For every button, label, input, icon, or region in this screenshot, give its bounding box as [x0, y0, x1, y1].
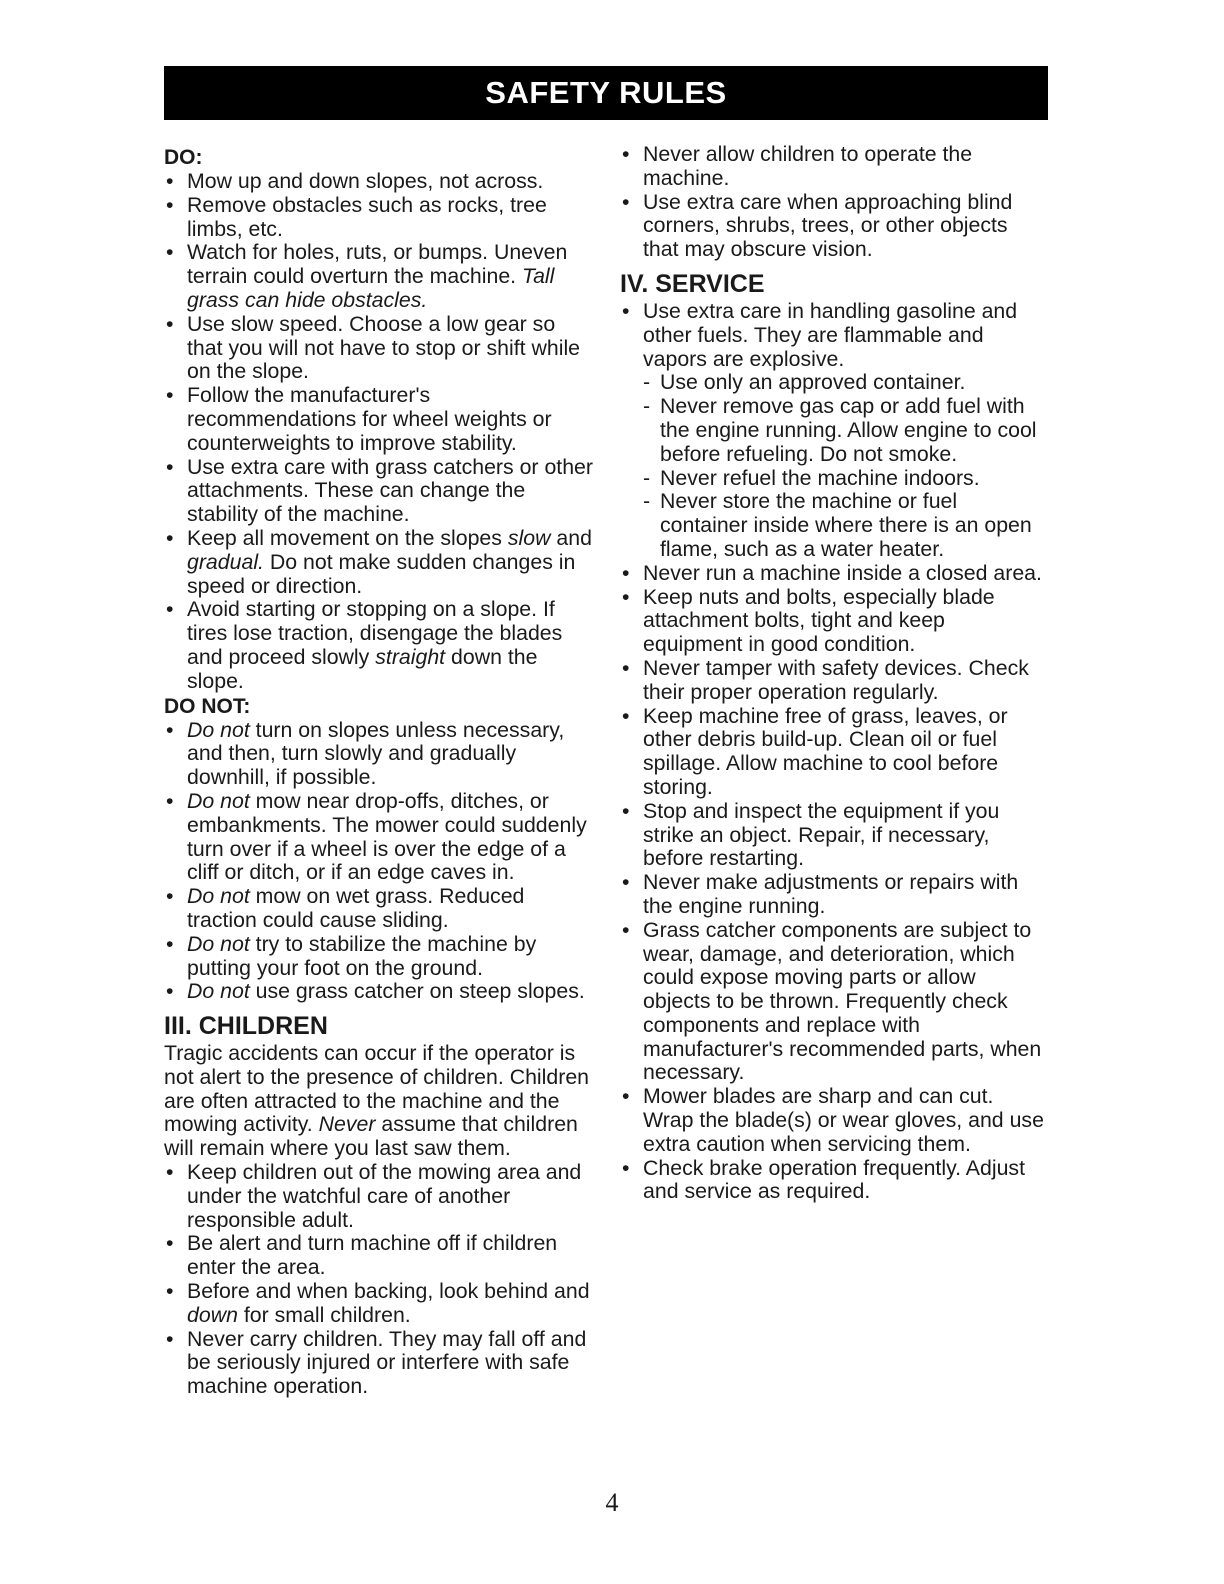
fuel-sublist: [643, 371, 1048, 561]
page-title: SAFETY RULES: [164, 66, 1048, 120]
children-item: • Before and when backing, look behind and down for small children.: [164, 1280, 596, 1328]
service-item: • Grass catcher components are subject to wear, damage, and deterioration, which could expose moving parts or allow objects to be thrown. Frequently check components and replace with manufacturer's recommended parts, when necessary.: [620, 919, 1048, 1086]
do-item: • Use extra care with grass catchers or other attachments. These can change the stability of the machine.: [164, 456, 596, 527]
do-not-item: • Do not turn on slopes unless necessary, and then, turn slowly and gradually downhill, if possible.: [164, 719, 596, 790]
service-list: [620, 300, 1048, 1204]
do-not-list: [164, 719, 596, 1005]
do-not-label: DO NOT:: [164, 694, 251, 718]
fuel-subitem: - Never refuel the machine indoors.: [643, 467, 1048, 491]
service-item: • Use extra care in handling gasoline and other fuels. They are flammable and vapors are explosive. - Use only an approved container. - Never remove gas cap or add fuel with the engine running. Allow engine to cool before refueling. Do not smoke. - Never refuel the machine indoors. - Never store the machine or fuel container inside where there is an open flame, such as a water heater.: [620, 300, 1048, 562]
children-item: • Never allow children to operate the machine.: [620, 143, 1048, 191]
children-list-continued: [620, 143, 1048, 262]
do-item: • Keep all movement on the slopes slow and gradual. Do not make sudden changes in speed or direction.: [164, 527, 596, 598]
do-item: • Avoid starting or stopping on a slope. If tires lose traction, disengage the blades and proceed slowly straight down the slope.: [164, 598, 596, 693]
do-not-item: • Do not mow on wet grass. Reduced traction could cause sliding.: [164, 885, 596, 933]
service-item: • Keep nuts and bolts, especially blade attachment bolts, tight and keep equipment in good condition.: [620, 586, 1048, 657]
service-item: • Never make adjustments or repairs with the engine running.: [620, 871, 1048, 919]
service-item: • Check brake operation frequently. Adjust and service as required.: [620, 1157, 1048, 1205]
do-item: • Follow the manufacturer's recommendations for wheel weights or counterweights to improve stability.: [164, 384, 596, 455]
children-heading: III. CHILDREN: [164, 1012, 328, 1041]
service-item: • Mower blades are sharp and can cut. Wrap the blade(s) or wear gloves, and use extra caution when servicing them.: [620, 1085, 1048, 1156]
service-item: • Never run a machine inside a closed area.: [620, 562, 1048, 586]
fuel-subitem: - Never store the machine or fuel container inside where there is an open flame, such as a water heater.: [643, 490, 1048, 561]
children-item: • Be alert and turn machine off if children enter the area.: [164, 1232, 596, 1280]
service-item: • Never tamper with safety devices. Check their proper operation regularly.: [620, 657, 1048, 705]
service-heading: IV. SERVICE: [620, 269, 765, 298]
children-list: [164, 1161, 596, 1399]
children-intro: Tragic accidents can occur if the operator is not alert to the presence of children. Children are often attracted to the machine and the mowing activity. Never assume that children will remain where you last saw them.: [164, 1041, 590, 1161]
fuel-subitem: - Use only an approved container.: [643, 371, 1048, 395]
do-item: • Remove obstacles such as rocks, tree limbs, etc.: [164, 194, 596, 242]
do-not-item: • Do not use grass catcher on steep slopes.: [164, 980, 596, 1004]
right-column: [620, 143, 1048, 1204]
do-not-item: • Do not mow near drop-offs, ditches, or embankments. The mower could suddenly turn over if a wheel is over the edge of a cliff or ditch, or if an edge caves in.: [164, 790, 596, 885]
fuel-subitem: - Never remove gas cap or add fuel with the engine running. Allow engine to cool before refueling. Do not smoke.: [643, 395, 1048, 466]
do-not-item: • Do not try to stabilize the machine by putting your foot on the ground.: [164, 933, 596, 981]
do-item: • Mow up and down slopes, not across.: [164, 170, 596, 194]
do-item: • Watch for holes, ruts, or bumps. Uneven terrain could overturn the machine. Tall grass can hide obstacles.: [164, 241, 596, 312]
children-item: • Use extra care when approaching blind corners, shrubs, trees, or other objects that may obscure vision.: [620, 191, 1048, 262]
left-column: [164, 145, 596, 1399]
do-label: DO:: [164, 146, 203, 169]
service-item: • Keep machine free of grass, leaves, or other debris build-up. Clean oil or fuel spillage. Allow machine to cool before storing.: [620, 705, 1048, 800]
page-number: 4: [605, 1488, 619, 1517]
children-item: • Keep children out of the mowing area and under the watchful care of another responsible adult.: [164, 1161, 596, 1232]
do-item: • Use slow speed. Choose a low gear so that you will not have to stop or shift while on the slope.: [164, 313, 596, 384]
children-item: • Never carry children. They may fall off and be seriously injured or interfere with safe machine operation.: [164, 1328, 596, 1399]
do-list: [164, 170, 596, 694]
service-item: • Stop and inspect the equipment if you strike an object. Repair, if necessary, before restarting.: [620, 800, 1048, 871]
